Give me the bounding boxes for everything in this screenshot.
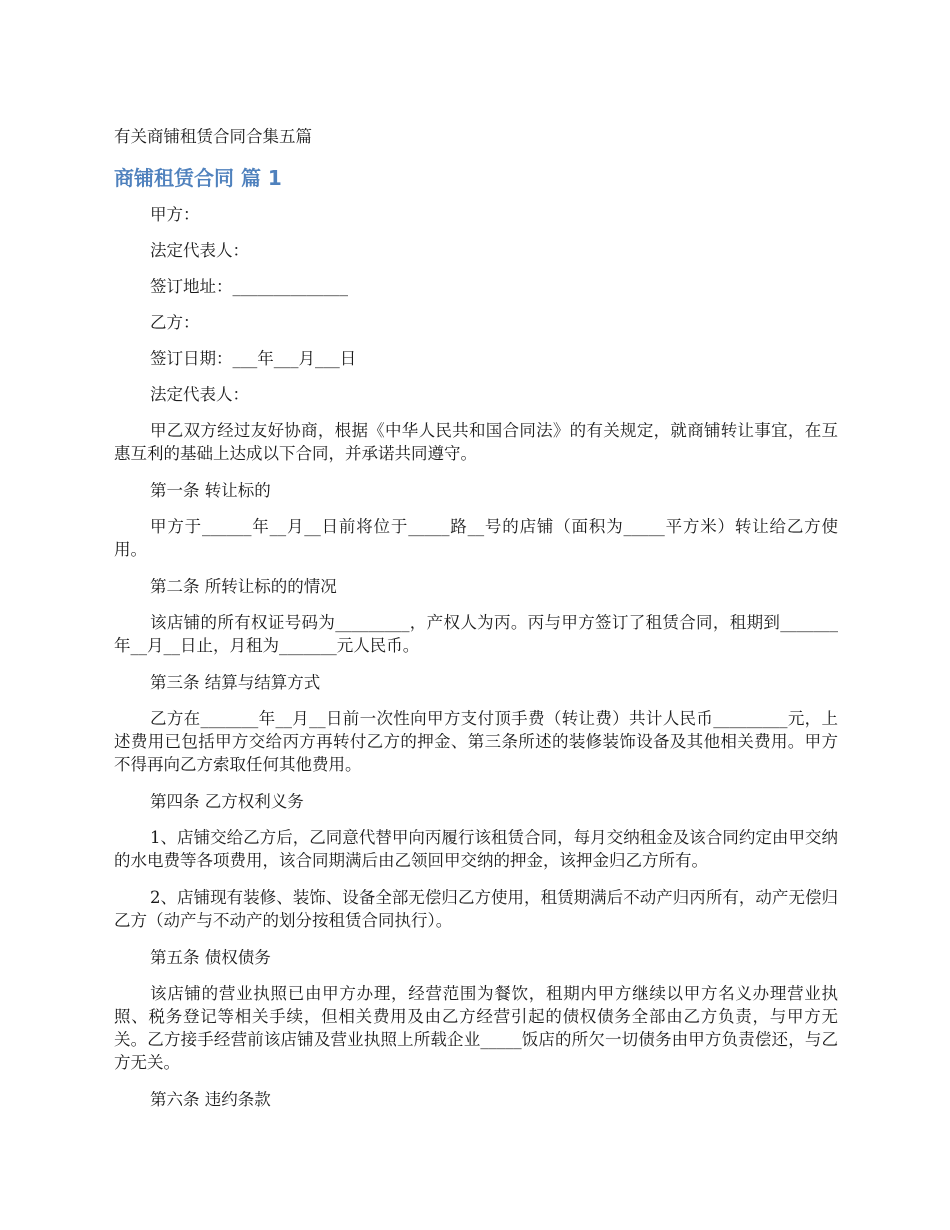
- article-2-heading: 第二条 所转让标的的情况: [150, 577, 337, 596]
- article-1-heading: 第一条 转让标的: [150, 481, 271, 500]
- article-2-text: 该店铺的所有权证号码为_________，产权人为丙。丙与甲方签订了租赁合同，租期到_______年__月__日止，月租为_______元人民币。: [114, 613, 838, 655]
- article-6-heading: 第六条 违约条款: [150, 1090, 271, 1109]
- party-a-line: 甲方：: [150, 205, 200, 224]
- signing-date-line: 签订日期：___年___月___日: [150, 349, 357, 368]
- article-5-text: 该店铺的营业执照已由甲方办理，经营范围为餐饮，租期内甲方继续以甲方名义办理营业执照、税务登记等相关手续，但相关费用及由乙方经营引起的债权债务全部由乙方负责，与甲方无关。乙方接手经营前该店铺及营业执照上所载企业_____饭店的所欠一切债务由甲方负责偿还，与乙方无关。: [114, 984, 838, 1072]
- article-4-heading: 第四条 乙方权利义务: [150, 792, 304, 811]
- article-4-item-1: 1、店铺交给乙方后，乙同意代替甲向丙履行该租赁合同，每月交纳租金及该合同约定由甲交纳的水电费等各项费用，该合同期满后由乙领回甲交纳的押金，该押金归乙方所有。: [114, 828, 838, 870]
- signing-address-line: 签订地址：______________: [150, 277, 348, 296]
- article-3-text: 乙方在_______年__月__日前一次性向甲方支付顶手费（转让费）共计人民币_________元，上述费用已包括甲方交给丙方再转付乙方的押金、第三条所述的装修装饰设备及其他相关费用。甲方不得再向乙方索取任何其他费用。: [114, 709, 838, 774]
- article-4-item-2: 2、店铺现有装修、装饰、设备全部无偿归乙方使用，租赁期满后不动产归丙所有，动产无偿归乙方（动产与不动产的划分按租赁合同执行）。: [114, 888, 838, 930]
- article-5-heading: 第五条 债权债务: [150, 948, 271, 967]
- legal-rep-line-b: 法定代表人：: [150, 385, 249, 404]
- document-title: 有关商铺租赁合同合集五篇: [114, 127, 312, 146]
- article-3-heading: 第三条 结算与结算方式: [150, 673, 321, 692]
- article-1-text: 甲方于______年__月__日前将位于_____路__号的店铺（面积为_____平方米）转让给乙方使用。: [114, 517, 838, 559]
- document-body: [114, 203, 838, 1124]
- legal-rep-line: 法定代表人：: [150, 241, 249, 260]
- section-heading: 商铺租赁合同 篇 1: [114, 166, 282, 190]
- preamble-paragraph: 甲乙双方经过友好协商，根据《中华人民共和国合同法》的有关规定，就商铺转让事宜，在互惠互利的基础上达成以下合同，并承诺共同遵守。: [114, 421, 838, 463]
- party-b-line: 乙方：: [150, 313, 200, 332]
